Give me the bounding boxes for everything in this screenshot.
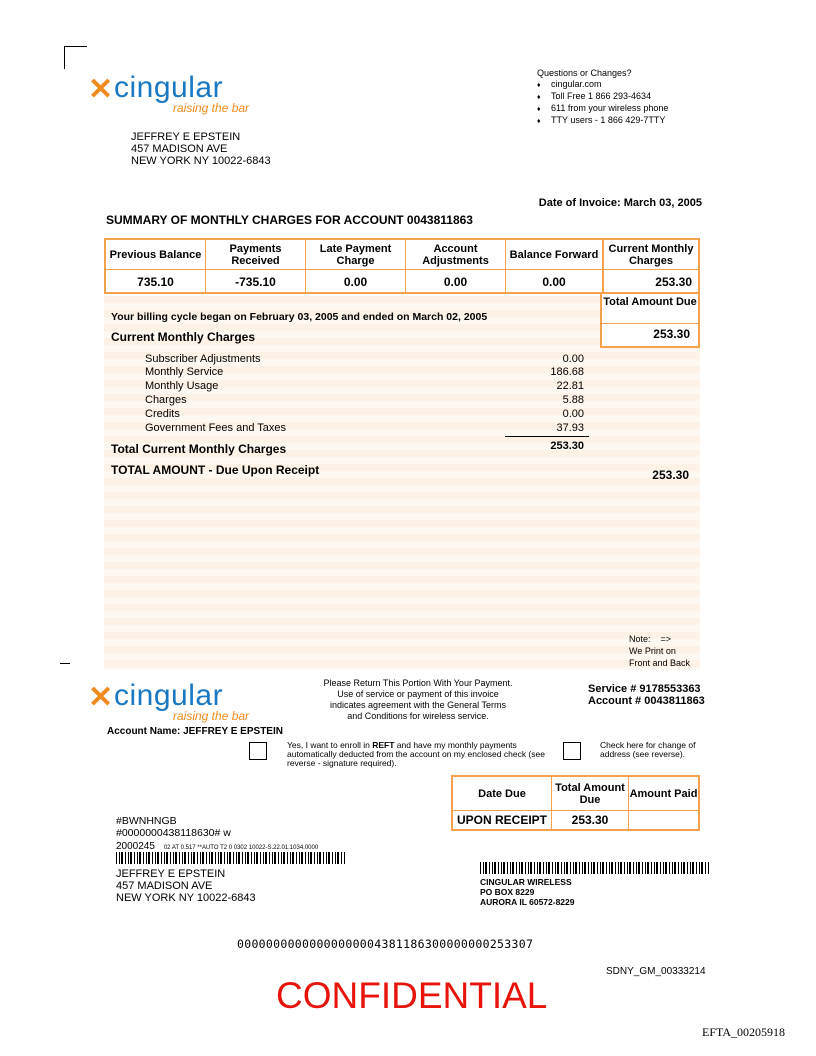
mailing-city: NEW YORK NY 10022-6843 xyxy=(116,892,256,904)
customer-address xyxy=(131,131,271,167)
payee-address xyxy=(480,877,575,907)
contact-item: ♦ cingular.com xyxy=(537,79,602,89)
header-previous-balance: Previous Balance xyxy=(106,240,206,270)
mail-code-3: 2000245 02 AT 0.517 **AUTO T2 0 0302 10022-S.22.01.1034.0000 xyxy=(116,841,319,852)
value-late-payment: 0.00 xyxy=(306,270,406,294)
corner-mark xyxy=(64,46,87,69)
header-amount-paid: Amount Paid xyxy=(629,787,698,800)
due-table xyxy=(451,775,700,831)
brand-tagline: raising the bar xyxy=(173,101,250,115)
payee-name: CINGULAR WIRELESS xyxy=(480,877,572,887)
total-current-amount: 253.30 xyxy=(550,440,584,452)
total-amount-label: TOTAL AMOUNT - Due Upon Receipt xyxy=(111,463,320,477)
tear-mark xyxy=(60,663,70,664)
efta-number: EFTA_00205918 xyxy=(702,1025,786,1039)
mailing-address xyxy=(116,868,256,904)
total-due-value: 253.30 xyxy=(653,327,690,341)
address-change-text: Check here for change of address (see reverse). xyxy=(600,740,696,759)
charge-row: Subscriber Adjustments 0.00 xyxy=(145,353,584,365)
postal-barcode xyxy=(116,852,346,864)
value-previous-balance: 735.10 xyxy=(106,270,206,294)
header-total-amount-due: Total Amount Due xyxy=(552,777,629,810)
remit-brand-name: cingular xyxy=(114,679,224,712)
reft-text: Yes, I want to enroll in REFT and have my monthly payments automatically deducted from the account on my enclosed check (see reverse - signature required). xyxy=(287,740,545,768)
account-name: Account Name: JEFFREY E EPSTEIN xyxy=(107,726,283,737)
bates-number: SDNY_GM_00333214 xyxy=(606,966,706,977)
confidential-stamp: CONFIDENTIAL xyxy=(276,975,548,1016)
total-due-label: Total Amount Due xyxy=(603,296,697,308)
header-current-monthly: Current Monthly Charges xyxy=(603,240,698,270)
value-total-amount-due: 253.30 xyxy=(552,810,629,829)
remit-brand-tagline: raising the bar xyxy=(173,709,250,723)
charge-row: Government Fees and Taxes 37.93 xyxy=(145,422,584,434)
mail-code-1: #BWNHNGB xyxy=(116,815,177,827)
account-number: Account # 0043811863 xyxy=(588,695,705,707)
value-current-monthly: 253.30 xyxy=(603,270,698,294)
customer-city: NEW YORK NY 10022-6843 xyxy=(131,155,271,167)
remit-instructions: Please Return This Portion With Your Payment. Use of service or payment of this invoice indicates agreement with the General Terms and Conditions for wireless service. xyxy=(323,678,513,721)
contact-block xyxy=(537,68,737,127)
contact-item: ♦ 611 from your wireless phone xyxy=(537,103,669,113)
charge-row: Monthly Service 186.68 xyxy=(145,366,584,378)
contact-item: ♦ TTY users - 1 866 429-7TTY xyxy=(537,115,666,125)
billing-cycle: Your billing cycle began on February 03, 2005 and ended on March 02, 2005 xyxy=(111,311,488,323)
customer-name: JEFFREY E EPSTEIN xyxy=(131,131,241,143)
charge-row: Monthly Usage 22.81 xyxy=(145,380,584,392)
mailing-codes xyxy=(116,815,318,854)
total-due-box xyxy=(600,292,700,348)
value-date-due: UPON RECEIPT xyxy=(453,810,552,829)
total-amount-value: 253.30 xyxy=(652,468,689,482)
mailing-street: 457 MADISON AVE xyxy=(116,880,213,892)
value-balance-forward: 0.00 xyxy=(506,270,603,294)
charge-row: Charges 5.88 xyxy=(145,394,584,406)
mailing-name: JEFFREY E EPSTEIN xyxy=(116,868,226,880)
service-number: Service # 9178553363 xyxy=(588,683,701,695)
invoice-date: Date of Invoice: March 03, 2005 xyxy=(538,197,702,209)
header-payments-received: Payments Received xyxy=(206,240,306,270)
current-charges-title: Current Monthly Charges xyxy=(111,330,256,344)
mail-code-2: #0000000438118630# w xyxy=(116,827,231,839)
payee-city: AURORA IL 60572-8229 xyxy=(480,897,575,907)
cingular-x-icon: ✕ xyxy=(88,681,114,714)
address-change-checkbox[interactable] xyxy=(563,742,581,760)
value-payments-received: -735.10 xyxy=(206,270,306,294)
value-account-adjustments: 0.00 xyxy=(406,270,506,294)
charge-row: Credits 0.00 xyxy=(145,408,584,420)
summary-title: SUMMARY OF MONTHLY CHARGES FOR ACCOUNT 0043811863 xyxy=(106,213,473,227)
contact-item: ♦ Toll Free 1 866 293-4634 xyxy=(537,91,652,101)
contact-heading: Questions or Changes? xyxy=(537,68,632,78)
ocr-scanline: 00000000000000000004381186300000000253307 xyxy=(237,937,534,951)
total-current-label: Total Current Monthly Charges xyxy=(111,442,287,456)
print-note: Note: => We Print on Front and Back xyxy=(629,634,691,668)
cingular-x-icon: ✕ xyxy=(88,73,114,106)
header-account-adjustments: Account Adjustments xyxy=(406,240,506,270)
header-late-payment: Late Payment Charge xyxy=(306,240,406,270)
brand-name: cingular xyxy=(114,71,224,104)
summary-table xyxy=(104,238,700,294)
header-date-due: Date Due xyxy=(453,777,552,810)
subtotal-rule xyxy=(505,436,589,437)
header-balance-forward: Balance Forward xyxy=(506,240,603,270)
reft-checkbox[interactable] xyxy=(249,742,267,760)
amount-paid-field[interactable] xyxy=(629,810,698,829)
payee-box: PO BOX 8229 xyxy=(480,887,535,897)
payee-barcode xyxy=(480,862,710,874)
customer-street: 457 MADISON AVE xyxy=(131,143,228,155)
